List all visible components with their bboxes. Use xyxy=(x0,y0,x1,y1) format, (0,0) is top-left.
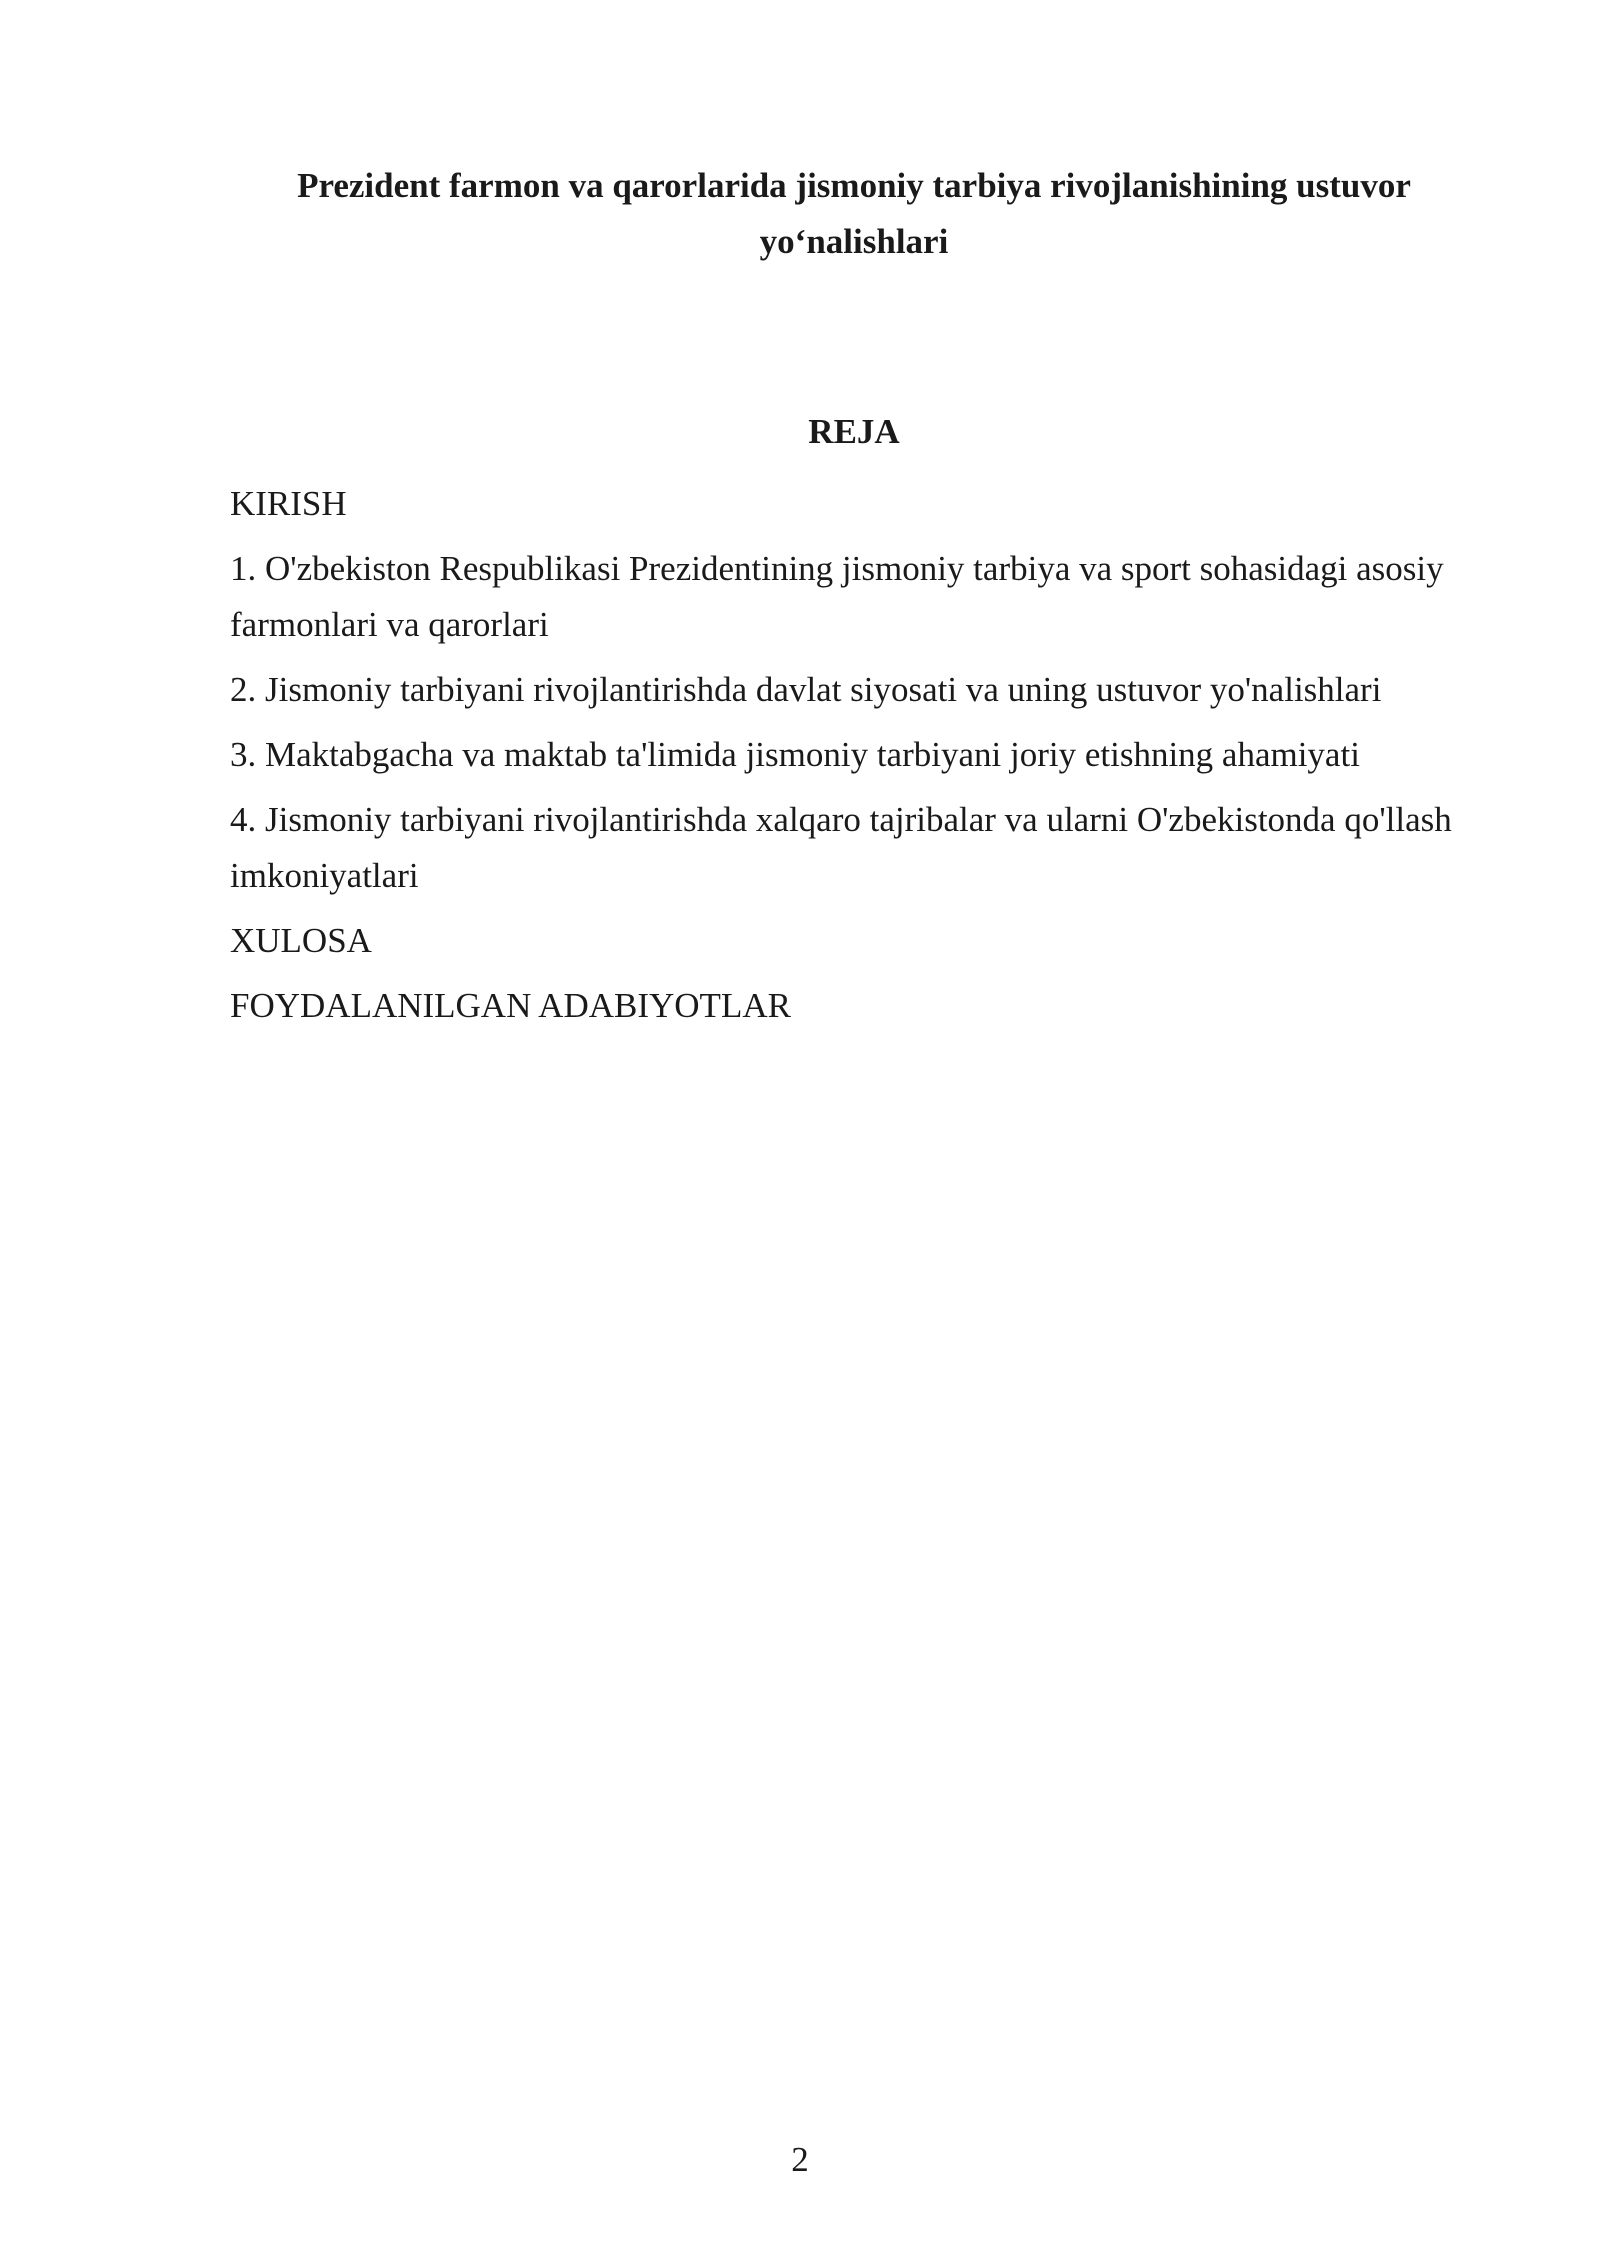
plan-item-1: 1. O'zbekiston Respublikasi Prezidentining jismoniy tarbiya va sport sohasidagi asosiy farmonlari va qarorlari xyxy=(230,549,1444,644)
document-title: Prezident farmon va qarorlarida jismoniy tarbiya rivojlanishining ustuvor yo‘nalishlari xyxy=(297,166,1411,261)
plan-list xyxy=(230,476,1485,1043)
plan-heading: REJA xyxy=(808,412,900,451)
plan-item-introduction: KIRISH xyxy=(230,484,347,523)
plan-item-4: 4. Jismoniy tarbiyani rivojlantirishda xalqaro tajribalar va ularni O'zbekistonda qo'llash imkoniyatlari xyxy=(230,800,1452,895)
plan-item-2: 2. Jismoniy tarbiyani rivojlantirishda davlat siyosati va uning ustuvor yo'nalishlari xyxy=(230,670,1382,709)
plan-item-3: 3. Maktabgacha va maktab ta'limida jismoniy tarbiyani joriy etishning ahamiyati xyxy=(230,735,1360,774)
plan-item-references: FOYDALANILGAN ADABIYOTLAR xyxy=(230,986,791,1025)
page-number: 2 xyxy=(791,2140,809,2179)
plan-item-conclusion: XULOSA xyxy=(230,921,372,960)
